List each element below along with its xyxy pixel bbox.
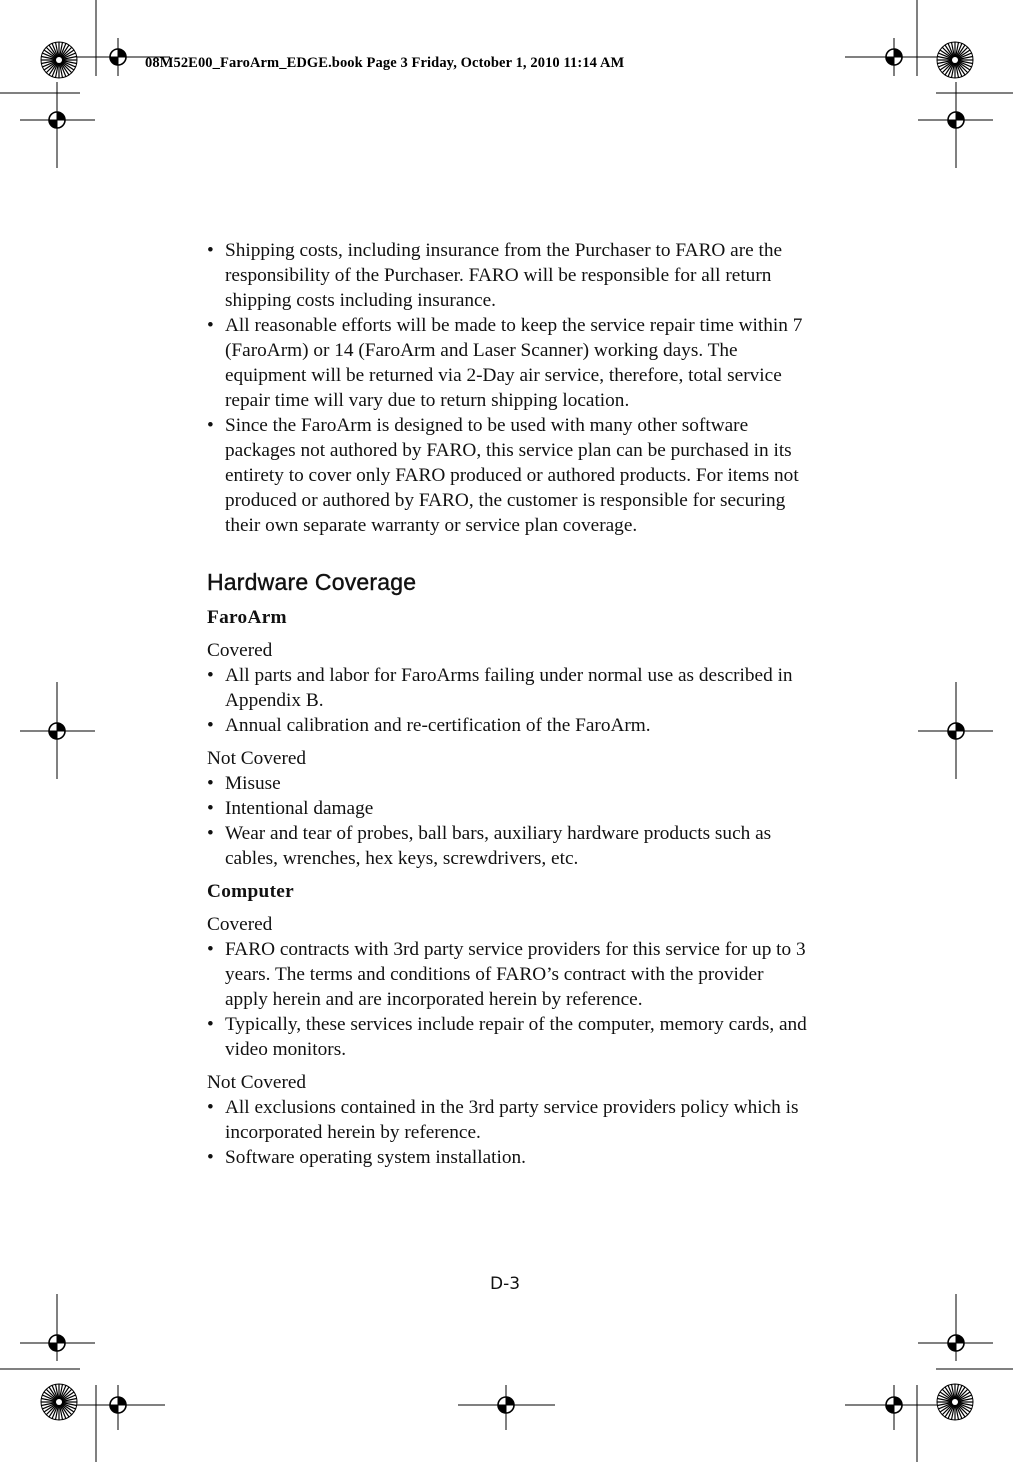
list-item: • Software operating system installation. xyxy=(207,1145,807,1170)
faroarm-covered-label: Covered xyxy=(207,640,273,661)
computer-covered-label: Covered xyxy=(207,914,273,935)
page-content xyxy=(207,238,807,1170)
subsection-title-computer: Computer xyxy=(207,881,295,902)
computer-covered-list xyxy=(207,937,807,1062)
faroarm-covered-list xyxy=(207,663,807,738)
list-item: • All exclusions contained in the 3rd party service providers policy which is incorporated herein by reference. xyxy=(207,1095,807,1145)
faroarm-not-covered-label: Not Covered xyxy=(207,748,307,769)
computer-not-covered-label: Not Covered xyxy=(207,1072,307,1093)
list-item: • Since the FaroArm is designed to be used with many other software packages not authored by FARO, this service plan can be purchased in its entirety to cover only FARO produced or authored products. For items not produced or authored by FARO, the customer is responsible for securing their own separate warranty or service plan coverage. xyxy=(207,413,807,538)
list-item: • All parts and labor for FaroArms failing under normal use as described in Appendix B. xyxy=(207,663,807,713)
intro-bullet-list xyxy=(207,238,807,538)
list-item: • Intentional damage xyxy=(207,796,807,821)
list-item: • Wear and tear of probes, ball bars, auxiliary hardware products such as cables, wrenches, hex keys, screwdrivers, etc. xyxy=(207,821,807,871)
section-title-hardware-coverage: Hardware Coverage xyxy=(207,569,417,595)
list-item: • FARO contracts with 3rd party service providers for this service for up to 3 years. The terms and conditions of FARO’s contract with the provider apply herein and are incorporated herein by reference. xyxy=(207,937,807,1012)
list-item: • Shipping costs, including insurance from the Purchaser to FARO are the responsibility of the Purchaser. FARO will be responsible for all return shipping costs including insurance. xyxy=(207,238,807,313)
faroarm-not-covered-list xyxy=(207,771,807,871)
computer-not-covered-list xyxy=(207,1095,807,1170)
list-item: • Typically, these services include repair of the computer, memory cards, and video monitors. xyxy=(207,1012,807,1062)
list-item: • Annual calibration and re-certification of the FaroArm. xyxy=(207,713,807,738)
book-header-line: 08M52E00_FaroArm_EDGE.book Page 3 Friday, October 1, 2010 11:14 AM xyxy=(145,55,625,71)
list-item: • Misuse xyxy=(207,771,807,796)
subsection-title-faroarm: FaroArm xyxy=(207,607,287,628)
list-item: • All reasonable efforts will be made to keep the service repair time within 7 (FaroArm) or 14 (FaroArm and Laser Scanner) working days. The equipment will be returned via 2-Day air service, therefore, total service repair time will vary due to return shipping location. xyxy=(207,313,807,413)
page-number: D-3 xyxy=(490,1274,521,1294)
